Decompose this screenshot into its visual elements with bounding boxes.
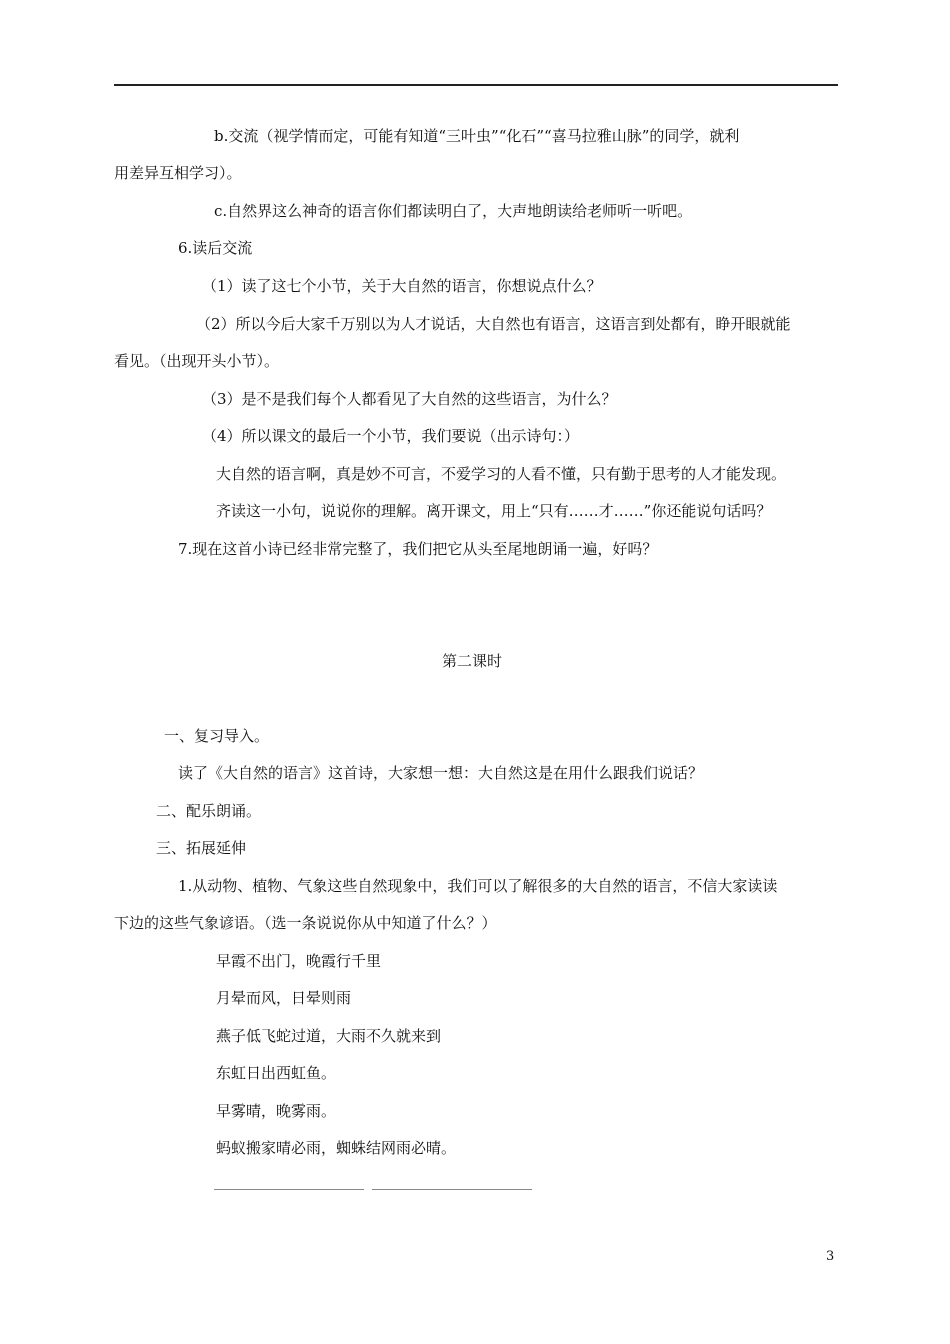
question-line: （1）读了这七个小节，关于大自然的语言，你想说点什么？ [202,277,602,295]
poem-line: 大自然的语言啊，真是妙不可言，不爱学习的人看不懂，只有勤于思考的人才能发现。 [216,465,787,483]
question-line: （4）所以课文的最后一个小节，我们要说（出示诗句：） [202,427,580,445]
text-line: 1.从动物、植物、气象这些自然现象中，我们可以了解很多的大自然的语言，不信大家读读 [178,877,778,895]
text-line: 下边的这些气象谚语。（选一条说说你从中知道了什么？） [114,914,497,932]
answer-blank [372,1189,532,1190]
text-line: 读了《大自然的语言》这首诗，大家想一想：大自然这是在用什么跟我们说话？ [178,764,704,782]
proverb-line: 东虹日出西虹鱼。 [216,1064,337,1082]
step-title: 7.现在这首小诗已经非常完整了，我们把它从头至尾地朗诵一遍，好吗？ [178,540,658,558]
text-line: c.自然界这么神奇的语言你们都读明白了，大声地朗读给老师听一听吧。 [214,202,693,220]
text-line: 齐读这一小句，说说你的理解。离开课文，用上“只有……才……”你还能说句话吗？ [216,502,772,520]
section-title: 二、配乐朗诵。 [156,802,262,820]
answer-blank [214,1189,364,1190]
proverb-line: 早霞不出门，晚霞行千里 [216,952,382,970]
text-line: 看见。（出现开头小节）。 [114,352,280,370]
proverb-line: 蚂蚁搬家晴必雨，蜘蛛结网雨必晴。 [216,1139,457,1157]
text-line: 用差异互相学习）。 [114,164,242,182]
proverb-line: 早雾晴，晚雾雨。 [216,1102,337,1120]
proverb-line: 月晕而风，日晕则雨 [216,989,352,1007]
step-title: 6.读后交流 [178,239,253,257]
lesson-heading: 第二课时 [442,652,503,670]
page-number: 3 [826,1249,835,1264]
proverb-line: 燕子低飞蛇过道，大雨不久就来到 [216,1027,442,1045]
header-rule [114,84,838,86]
question-line: （2）所以今后大家千万别以为人才说话，大自然也有语言，这语言到处都有，睁开眼就能 [196,315,791,333]
section-title: 三、拓展延伸 [156,839,247,857]
section-title: 一、复习导入。 [164,727,270,745]
question-line: （3）是不是我们每个人都看见了大自然的这些语言，为什么？ [202,390,617,408]
text-line: b.交流（视学情而定，可能有知道“三叶虫”“化石”“喜马拉雅山脉”的同学，就利 [214,127,740,145]
